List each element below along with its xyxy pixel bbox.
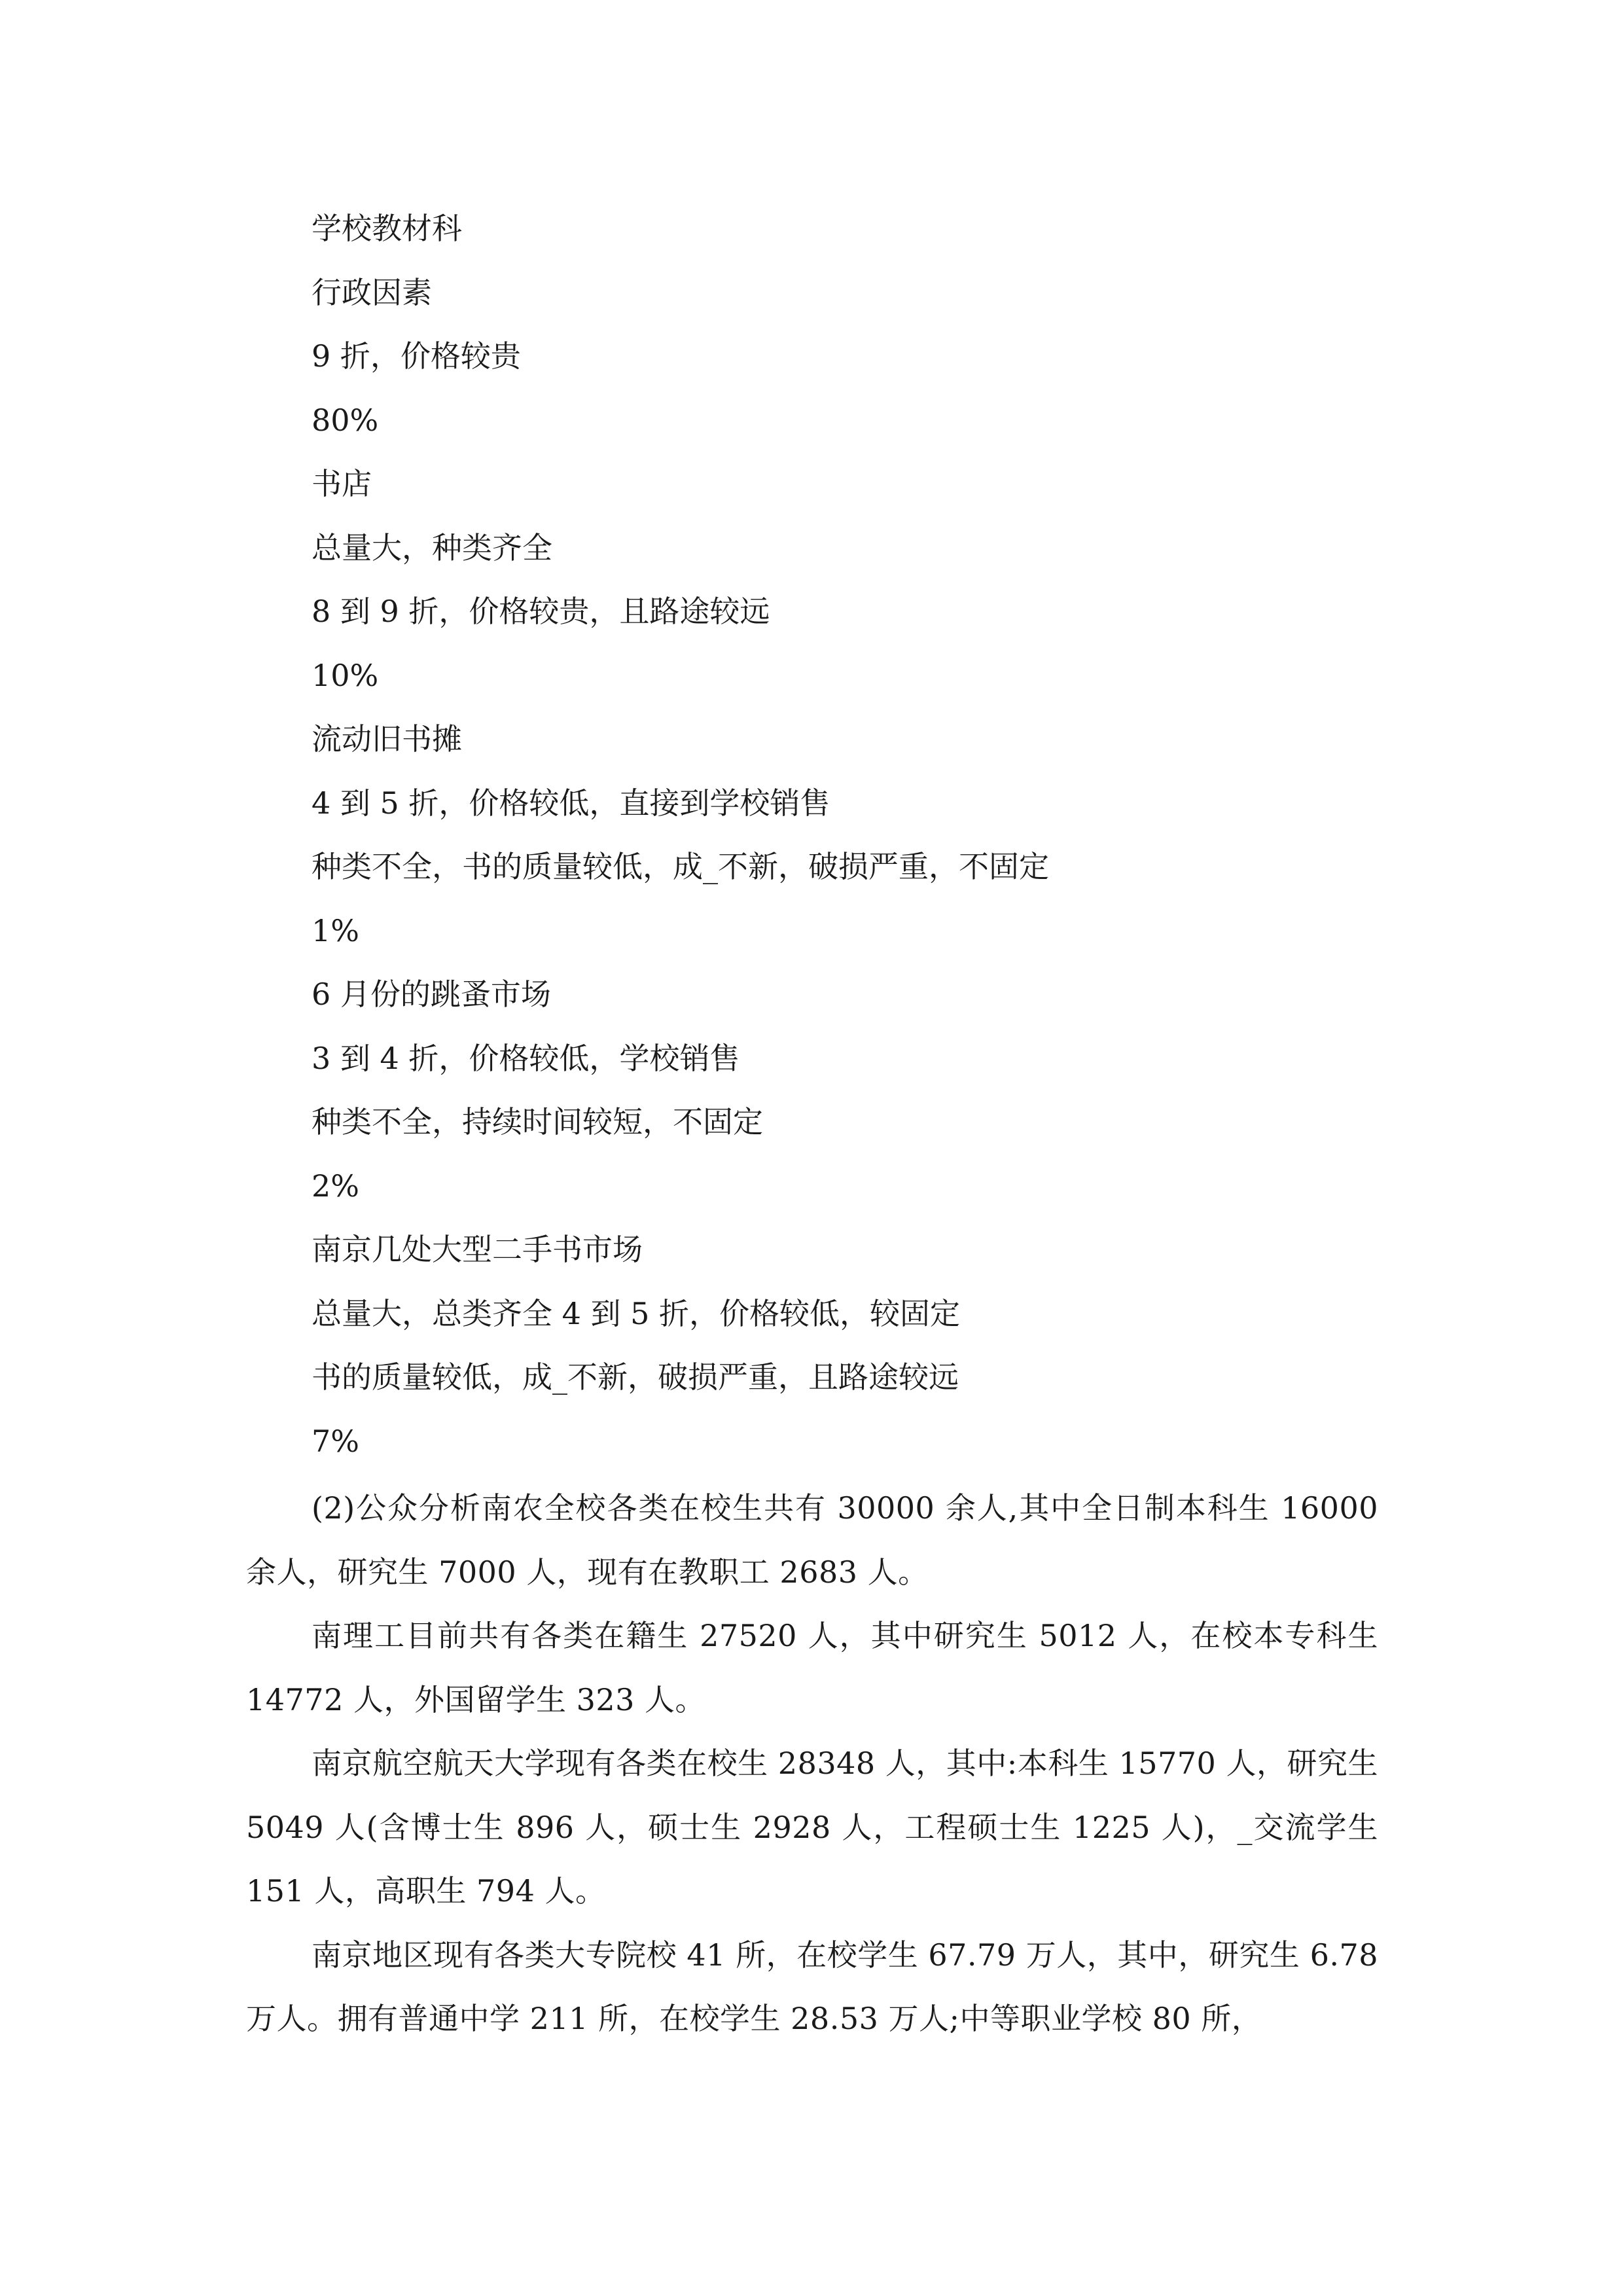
list-line: 80% (312, 402, 379, 438)
list-line: 书的质量较低，成_不新，破损严重，且路途较远 (312, 1359, 959, 1395)
list-line: 3 到 4 折，价格较低，学校销售 (312, 1040, 740, 1076)
list-line: 1% (312, 912, 359, 948)
paragraph-nuaa: 南京航空航天大学现有各类在校生 28348 人，其中:本科生 15770 人，研究生 5049 人(含博士生 896 人，硕士生 2928 人，工程硕士生 1225 人)，_交流学生 151 人，高职生 794 人。 (246, 1746, 1378, 1909)
paragraph-njust: 南理工目前共有各类在籍生 27520 人，其中研究生 5012 人，在校本专科生 14772 人，外国留学生 323 人。 (246, 1618, 1378, 1717)
list-line: 种类不全，持续时间较短，不固定 (312, 1104, 763, 1139)
list-line: 种类不全，书的质量较低，成_不新，破损严重，不固定 (312, 849, 1049, 884)
paragraph-public-analysis: (2)公众分析南农全校各类在校生共有 30000 余人,其中全日制本科生 16000 余人，研究生 7000 人，现有在教职工 2683 人。 (246, 1490, 1378, 1590)
list-line: 学校教材科 (312, 211, 462, 246)
list-line: 4 到 5 折，价格较低，直接到学校销售 (312, 785, 830, 821)
list-line: 10% (312, 657, 379, 693)
list-line: 总量大，种类齐全 (312, 529, 552, 565)
list-line: 6 月份的跳蚤市场 (312, 977, 551, 1012)
book-source-list (312, 206, 1385, 1482)
list-line: 南京几处大型二手书市场 (312, 1232, 643, 1267)
list-line: 总量大，总类齐全 4 到 5 折，价格较低，较固定 (312, 1295, 961, 1331)
list-line: 书店 (312, 466, 372, 501)
list-line: 行政因素 (312, 274, 432, 310)
list-line: 2% (312, 1168, 359, 1204)
list-line: 流动旧书摊 (312, 721, 462, 757)
list-line: 8 到 9 折，价格较贵，且路途较远 (312, 594, 770, 629)
list-line: 9 折，价格较贵 (312, 338, 521, 374)
paragraph-nanjing-region: 南京地区现有各类大专院校 41 所，在校学生 67.79 万人，其中，研究生 6.78 万人。拥有普通中学 211 所，在校学生 28.53 万人;中等职业学校 80 所， (246, 1937, 1378, 2036)
list-line: 7% (312, 1423, 359, 1459)
body-paragraphs (246, 1477, 1378, 2051)
